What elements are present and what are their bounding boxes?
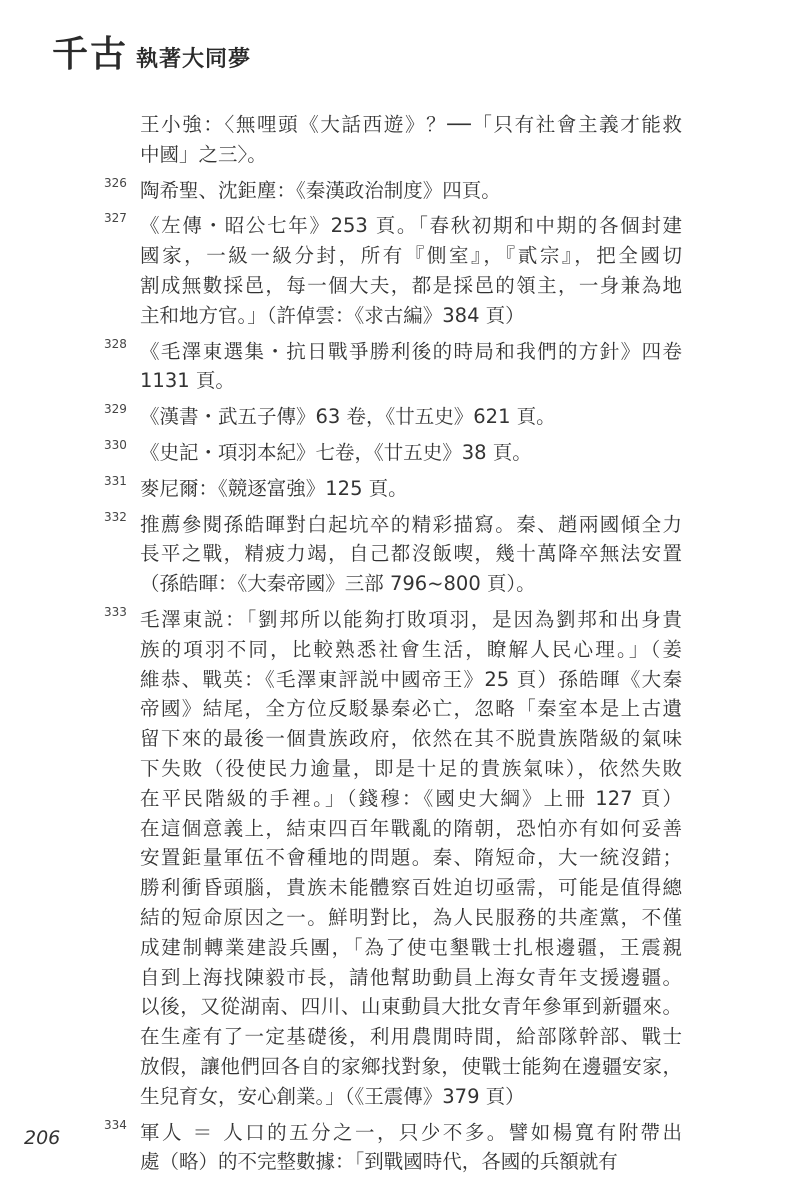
- endnote-line: 長平之戰，精疲力竭，自己都沒飯喫，幾十萬降卒無法安置: [140, 542, 682, 566]
- endnote-line: 《毛澤東選集・抗日戰爭勝利後的時局和我們的方針》四卷: [140, 339, 682, 363]
- endnote-line: 《漢書・武五子傳》63 卷，《廿五史》621 頁。: [140, 405, 556, 429]
- page-number: 206: [24, 1127, 61, 1149]
- endnote: [100, 337, 682, 397]
- endnote: [100, 402, 682, 432]
- endnote-number: 331: [104, 473, 127, 488]
- endnote-line: 《左傳・昭公七年》253 頁。「春秋初期和中期的各個封建: [140, 214, 682, 238]
- endnote-line: 麥尼爾：《競逐富強》125 頁。: [140, 476, 408, 500]
- endnote-line: 勝利衝昏頭腦，貴族未能體察百姓迫切亟需，可能是值得總: [140, 876, 682, 900]
- endnote-line: 1131 頁。: [140, 369, 235, 393]
- endnote-number: 334: [104, 1117, 127, 1132]
- endnote-line: 推薦參閱孫皓暉對白起坑卒的精彩描寫。秦、趙兩國傾全力: [140, 512, 682, 536]
- endnote-line: 放假，讓他們回各自的家鄉找對象，使戰士能夠在邊疆安家，: [140, 1054, 682, 1078]
- endnote-line: 族的項羽不同，比較熟悉社會生活，瞭解人民心理。」（姜: [140, 637, 682, 661]
- endnote-line: 毛澤東説：「劉邦所以能夠打敗項羽，是因為劉邦和出身貴: [140, 607, 682, 631]
- endnote-line: 帝國》結尾，全方位反駁暴秦必亡，忽略「秦室本是上古遺: [140, 697, 682, 721]
- endnote-line: 處（略）的不完整數據：「到戰國時代，各國的兵額就有: [140, 1150, 618, 1174]
- endnote-line: 留下來的最後一個貴族政府，依然在其不脱貴族階級的氣味: [140, 727, 682, 751]
- endnote-line: 在這個意義上，結束四百年戰亂的隋朝，恐怕亦有如何妥善: [140, 816, 682, 840]
- endnote-number: 329: [104, 402, 127, 417]
- endnote-line: （孫皓暉：《大秦帝國》三部 796~800 頁）。: [140, 572, 536, 596]
- endnote-line: 軍人 ＝ 人口的五分之一，只少不多。譬如楊寬有附帶出: [140, 1120, 682, 1144]
- endnote-line: 《史記・項羽本紀》七卷，《廿五史》38 頁。: [140, 440, 532, 464]
- endnote-line: 國家，一級一級分封，所有『側室』，『貳宗』，把全國切: [140, 244, 682, 268]
- endnote-line: 割成無數採邑，每一個大夫，都是採邑的領主，一身兼為地: [140, 273, 682, 297]
- endnote-line: 在平民階級的手裡。」（錢穆：《國史大綱》上冊 127 頁）: [140, 786, 682, 810]
- endnote: [100, 176, 682, 206]
- endnote-line: 中國」之三〉。: [140, 142, 267, 166]
- endnote-line: 成建制轉業建設兵團，「為了使屯墾戰士扎根邊疆，王震親: [140, 935, 682, 959]
- running-header: [52, 34, 251, 74]
- book-title-sub: 執著大同夢: [136, 46, 252, 72]
- endnote-line: 在生產有了一定基礎後，利用農閒時間，給部隊幹部、戰士: [140, 1025, 682, 1049]
- endnote: [100, 510, 682, 599]
- endnote-line: 主和地方官。」（許倬雲：《求古編》384 頁）: [140, 303, 525, 327]
- endnote-line: 陶希聖、沈鉅塵：《秦漢政治制度》四頁。: [140, 178, 501, 202]
- endnote: [100, 110, 682, 170]
- endnote: [100, 1118, 682, 1178]
- endnote-line: 結的短命原因之一。鮮明對比，為人民服務的共產黨，不僅: [140, 905, 682, 929]
- endnote-line: 維恭、戰英：《毛澤東評説中國帝王》25 頁）孫皓暉《大秦: [140, 667, 682, 691]
- endnote-line: 生兒育女，安心創業。」（《王震傳》379 頁）: [140, 1084, 525, 1108]
- endnotes-list: [100, 110, 682, 1183]
- endnote-line: 安置鉅量軍伍不會種地的問題。秦、隋短命，大一統沒錯；: [140, 846, 682, 870]
- endnote: [100, 474, 682, 504]
- endnote: [100, 211, 682, 330]
- endnote: [100, 438, 682, 468]
- endnote-number: 332: [104, 509, 127, 524]
- endnote: [100, 605, 682, 1112]
- endnote-number: 330: [104, 437, 127, 452]
- endnote-number: 327: [104, 211, 127, 226]
- endnote-number: 328: [104, 336, 127, 351]
- endnote-line: 下失敗（役使民力逾量，即是十足的貴族氣味），依然失敗: [140, 756, 682, 780]
- endnote-number: 326: [104, 175, 127, 190]
- endnote-number: 333: [104, 604, 127, 619]
- endnote-line: 自到上海找陳毅市長，請他幫助動員上海女青年支援邊疆。: [140, 965, 682, 989]
- endnote-line: 王小強：〈無哩頭《大話西遊》？──「只有社會主義才能救: [140, 113, 682, 136]
- book-title-main: 千古: [52, 33, 129, 75]
- endnote-line: 以後，又從湖南、四川、山東動員大批女青年參軍到新疆來。: [140, 995, 682, 1019]
